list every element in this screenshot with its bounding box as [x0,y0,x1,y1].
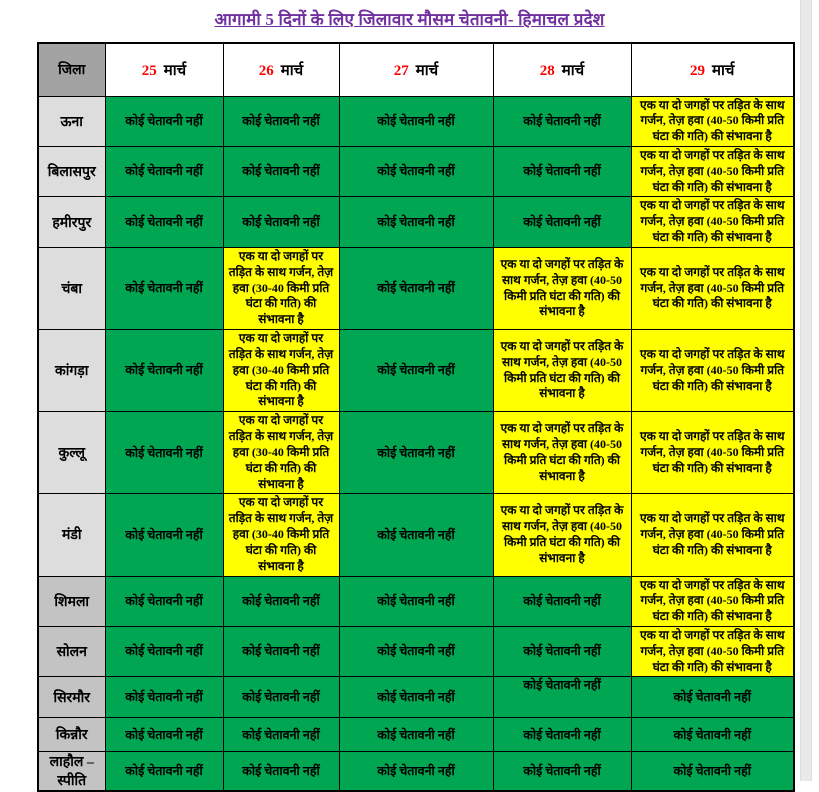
warning-cell-mandi-26: एक या दो जगहों पर तड़ित के साथ गर्जन, तेज़ हवा (30-40 किमी प्रति घंटा की गति) की संभावना है [223,494,339,576]
weather-warning-table [37,42,795,792]
district-cell-lahaul-spiti: लाहौल – स्पीति [38,752,105,792]
warning-cell-kullu-28: एक या दो जगहों पर तड़ित के साथ गर्जन, तेज़ हवा (40-50 किमी प्रति घंटा की गति) की संभावना है [493,412,631,494]
warning-cell-kinnaur-28: कोई चेतावनी नहीं [493,718,631,752]
warning-cell-solan-26: कोई चेतावनी नहीं [223,627,339,677]
table-row-mandi [38,494,794,576]
warning-cell-una-29: एक या दो जगहों पर तड़ित के साथ गर्जन, तेज़ हवा (40-50 किमी प्रति घंटा की गति) की संभावना है [631,96,794,146]
table-row-shimla [38,576,794,626]
warning-cell-hamirpur-26: कोई चेतावनी नहीं [223,197,339,247]
warning-cell-una-25: कोई चेतावनी नहीं [105,96,223,146]
warning-cell-hamirpur-29: एक या दो जगहों पर तड़ित के साथ गर्जन, तेज़ हवा (40-50 किमी प्रति घंटा की गति) की संभावना है [631,197,794,247]
warning-cell-lahaul-spiti-27: कोई चेतावनी नहीं [339,752,493,792]
warning-cell-sirmaur-27: कोई चेतावनी नहीं [339,677,493,718]
warning-cell-kullu-27: कोई चेतावनी नहीं [339,412,493,494]
warning-cell-una-28: कोई चेतावनी नहीं [493,96,631,146]
table-row-kullu [38,412,794,494]
warning-cell-kangra-29: एक या दो जगहों पर तड़ित के साथ गर्जन, तेज़ हवा (40-50 किमी प्रति घंटा की गति) की संभावना है [631,330,794,412]
table-header-row [38,43,794,96]
warning-cell-kangra-28: एक या दो जगहों पर तड़ित के साथ गर्जन, तेज़ हवा (40-50 किमी प्रति घंटा की गति) की संभावना है [493,330,631,412]
warning-cell-sirmaur-26: कोई चेतावनी नहीं [223,677,339,718]
warning-cell-chamba-29: एक या दो जगहों पर तड़ित के साथ गर्जन, तेज़ हवा (40-50 किमी प्रति घंटा की गति) की संभावना है [631,247,794,329]
table-row-solan [38,627,794,677]
warning-cell-chamba-26: एक या दो जगहों पर तड़ित के साथ गर्जन, तेज़ हवा (30-40 किमी प्रति घंटा की गति) की संभावना है [223,247,339,329]
date-number: 28 [539,62,555,79]
warning-cell-sirmaur-28: कोई चेतावनी नहीं [493,677,631,718]
district-cell-bilaspur: बिलासपुर [38,146,105,196]
warning-cell-shimla-25: कोई चेतावनी नहीं [105,576,223,626]
date-header-27 [339,43,493,96]
warning-cell-mandi-28: एक या दो जगहों पर तड़ित के साथ गर्जन, तेज़ हवा (40-50 किमी प्रति घंटा की गति) की संभावना है [493,494,631,576]
warning-cell-kinnaur-27: कोई चेतावनी नहीं [339,718,493,752]
district-cell-shimla: शिमला [38,576,105,626]
warning-cell-bilaspur-28: कोई चेतावनी नहीं [493,146,631,196]
warning-cell-mandi-27: कोई चेतावनी नहीं [339,494,493,576]
warning-cell-mandi-29: एक या दो जगहों पर तड़ित के साथ गर्जन, तेज़ हवा (40-50 किमी प्रति घंटा की गति) की संभावना है [631,494,794,576]
warning-cell-kinnaur-29: कोई चेतावनी नहीं [631,718,794,752]
warning-cell-hamirpur-27: कोई चेतावनी नहीं [339,197,493,247]
date-header-25 [105,43,223,96]
warning-cell-kangra-26: एक या दो जगहों पर तड़ित के साथ गर्जन, तेज़ हवा (30-40 किमी प्रति घंटा की गति) की संभावना है [223,330,339,412]
warning-cell-una-27: कोई चेतावनी नहीं [339,96,493,146]
district-cell-solan: सोलन [38,627,105,677]
vertical-scrollbar[interactable] [800,0,812,781]
warning-cell-kangra-27: कोई चेतावनी नहीं [339,330,493,412]
warning-cell-sirmaur-29: कोई चेतावनी नहीं [631,677,794,718]
table-row-hamirpur [38,197,794,247]
table-row-bilaspur [38,146,794,196]
district-cell-kinnaur: किन्नौर [38,718,105,752]
warning-cell-kangra-25: कोई चेतावनी नहीं [105,330,223,412]
table-row-kangra [38,330,794,412]
date-number: 27 [393,62,409,79]
warning-cell-shimla-28: कोई चेतावनी नहीं [493,576,631,626]
date-header-26 [223,43,339,96]
warning-cell-mandi-25: कोई चेतावनी नहीं [105,494,223,576]
month-label: मार्च [415,62,439,79]
month-label: मार्च [561,62,585,79]
page-title: आगामी 5 दिनों के लिए जिलावार मौसम चेतावनी- हिमाचल प्रदेश [214,10,605,29]
table-row-lahaul-spiti [38,752,794,792]
warning-cell-chamba-25: कोई चेतावनी नहीं [105,247,223,329]
warning-cell-hamirpur-25: कोई चेतावनी नहीं [105,197,223,247]
warning-cell-hamirpur-28: कोई चेतावनी नहीं [493,197,631,247]
warning-cell-solan-27: कोई चेतावनी नहीं [339,627,493,677]
table-row-una [38,96,794,146]
date-number: 29 [690,62,706,79]
warning-cell-bilaspur-26: कोई चेतावनी नहीं [223,146,339,196]
warning-cell-solan-25: कोई चेतावनी नहीं [105,627,223,677]
warning-cell-lahaul-spiti-28: कोई चेतावनी नहीं [493,752,631,792]
month-label: मार्च [280,62,304,79]
warning-cell-kullu-25: कोई चेतावनी नहीं [105,412,223,494]
district-cell-una: ऊना [38,96,105,146]
district-column-header: जिला [38,43,105,96]
district-cell-kangra: कांगड़ा [38,330,105,412]
warning-cell-lahaul-spiti-29: कोई चेतावनी नहीं [631,752,794,792]
table-row-sirmaur [38,677,794,718]
district-cell-mandi: मंडी [38,494,105,576]
warning-cell-shimla-27: कोई चेतावनी नहीं [339,576,493,626]
warning-cell-kinnaur-26: कोई चेतावनी नहीं [223,718,339,752]
warning-cell-lahaul-spiti-25: कोई चेतावनी नहीं [105,752,223,792]
month-label: मार्च [163,62,187,79]
warning-cell-sirmaur-25: कोई चेतावनी नहीं [105,677,223,718]
warning-cell-lahaul-spiti-26: कोई चेतावनी नहीं [223,752,339,792]
date-header-29 [631,43,794,96]
warning-cell-bilaspur-25: कोई चेतावनी नहीं [105,146,223,196]
month-label: मार्च [712,62,735,79]
warning-cell-chamba-27: कोई चेतावनी नहीं [339,247,493,329]
warning-cell-shimla-29: एक या दो जगहों पर तड़ित के साथ गर्जन, तेज़ हवा (40-50 किमी प्रति घंटा की गति) की संभावना है [631,576,794,626]
table-row-kinnaur [38,718,794,752]
date-number: 25 [141,62,157,79]
date-number: 26 [258,62,274,79]
district-cell-kullu: कुल्लू [38,412,105,494]
warning-cell-chamba-28: एक या दो जगहों पर तड़ित के साथ गर्जन, तेज़ हवा (40-50 किमी प्रति घंटा की गति) की संभावना है [493,247,631,329]
district-cell-hamirpur: हमीरपुर [38,197,105,247]
warning-cell-shimla-26: कोई चेतावनी नहीं [223,576,339,626]
district-cell-sirmaur: सिरमौर [38,677,105,718]
warning-cell-solan-28: कोई चेतावनी नहीं [493,627,631,677]
warning-cell-bilaspur-29: एक या दो जगहों पर तड़ित के साथ गर्जन, तेज़ हवा (40-50 किमी प्रति घंटा की गति) की संभावना है [631,146,794,196]
date-header-28 [493,43,631,96]
warning-cell-kullu-29: एक या दो जगहों पर तड़ित के साथ गर्जन, तेज़ हवा (40-50 किमी प्रति घंटा की गति) की संभावना है [631,412,794,494]
warning-cell-kinnaur-25: कोई चेतावनी नहीं [105,718,223,752]
warning-cell-kullu-26: एक या दो जगहों पर तड़ित के साथ गर्जन, तेज़ हवा (30-40 किमी प्रति घंटा की गति) की संभावना है [223,412,339,494]
district-cell-chamba: चंबा [38,247,105,329]
warning-cell-solan-29: एक या दो जगहों पर तड़ित के साथ गर्जन, तेज़ हवा (40-50 किमी प्रति घंटा की गति) की संभावना है [631,627,794,677]
warning-cell-una-26: कोई चेतावनी नहीं [223,96,339,146]
table-row-chamba [38,247,794,329]
warning-cell-bilaspur-27: कोई चेतावनी नहीं [339,146,493,196]
